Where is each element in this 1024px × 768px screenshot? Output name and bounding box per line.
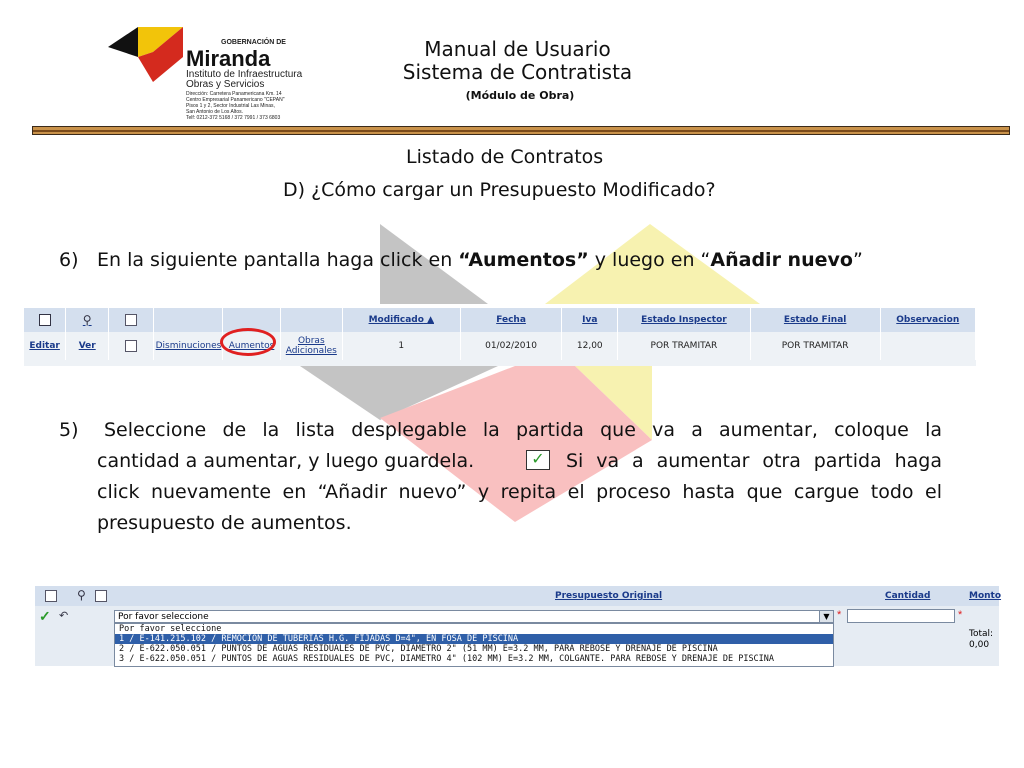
save-check-icon[interactable]: ✓ (39, 608, 51, 624)
step6-text-c: ” (852, 249, 863, 271)
budget-header-row (35, 586, 1002, 606)
sort-up-icon: ▲ (427, 315, 434, 325)
column-cantidad[interactable]: Cantidad (885, 591, 931, 601)
step5-line2b: Si va a aumentar otra partida haga (566, 450, 942, 472)
presupuesto-dropdown[interactable] (114, 623, 834, 667)
contracts-header-row (24, 308, 976, 332)
cell-estado-final: POR TRAMITAR (750, 332, 880, 360)
section-title: Listado de Contratos (406, 146, 604, 168)
cell-estado-inspector: POR TRAMITAR (618, 332, 751, 360)
chevron-down-icon[interactable]: ▼ (819, 611, 833, 622)
obras-adicionales-link[interactable]: Obras Adicionales (280, 332, 342, 360)
contracts-table (24, 308, 976, 360)
aumentos-cell (223, 332, 280, 360)
required-mark-presupuesto: * (837, 609, 842, 621)
doc-module: (Módulo de Obra) (465, 89, 575, 102)
cell-observacion (880, 332, 975, 360)
search-icon: ⚲ (77, 588, 86, 602)
section-question: D) ¿Cómo cargar un Presupuesto Modificado? (283, 179, 716, 201)
empty-header (154, 308, 223, 332)
contracts-grid (24, 308, 976, 366)
empty-header (280, 308, 342, 332)
column-monto[interactable]: Monto (969, 591, 1002, 601)
dropdown-option-selected[interactable]: 1 / E-141.215.102 / REMOCION DE TUBERIAS H.G. FIJADAS D=4", EN FOSA DE PISCINA (115, 634, 833, 644)
step6-bold-b: Añadir nuevo (710, 249, 853, 271)
undo-icon[interactable]: ↶ (59, 610, 69, 622)
step6-text-a: En la siguiente pantalla haga click en (97, 249, 459, 271)
ver-link[interactable]: Ver (66, 332, 109, 360)
quantity-field[interactable] (847, 609, 955, 623)
column-estado-final[interactable]: Estado Final (750, 308, 880, 332)
save-check-icon: ✓ (526, 450, 550, 470)
total-label: Total: (969, 629, 994, 639)
cell-modificado: 1 (342, 332, 460, 360)
cell-fecha: 01/02/2010 (460, 332, 562, 360)
logo-address-4: Telf: 0212-372 5168 / 372 7991 / 373 6803 (186, 115, 281, 121)
cell-iva: 12,00 (562, 332, 618, 360)
aumentos-highlight-circle (220, 328, 276, 356)
doc-title: Manual de Usuario (424, 37, 611, 61)
logo-line2: Miranda (186, 46, 271, 71)
step5-line2a: cantidad a aumentar, y luego guardela. (97, 450, 475, 472)
checkbox-icon[interactable] (95, 590, 107, 602)
step6-text (97, 249, 863, 271)
logo-address-3: San Antonio de Los Altos. (186, 109, 243, 115)
dropdown-option[interactable]: Por favor seleccione (119, 624, 222, 634)
view-column-icon (66, 308, 109, 332)
column-presupuesto-original[interactable]: Presupuesto Original (555, 591, 663, 601)
logo-line3: Instituto de Infraestructura (186, 69, 303, 80)
step6-bold-a: “Aumentos” (458, 249, 589, 271)
select-value: Por favor seleccione (118, 612, 209, 622)
step6-text-b: y luego en “ (588, 249, 711, 271)
search-icon: ⚲ (82, 313, 92, 327)
disminuciones-link[interactable]: Disminuciones (154, 332, 223, 360)
column-observacion[interactable]: Observacion (880, 308, 975, 332)
edit-column-icon (24, 308, 66, 332)
column-fecha[interactable]: Fecha (460, 308, 562, 332)
step5-number: 5) (59, 419, 79, 441)
step5-line4: presupuesto de aumentos. (97, 512, 352, 534)
step5-line1: Seleccione de la lista desplegable la partida que va a aumentar, coloque la (104, 419, 942, 441)
logo-address-1: Centro Empresarial Panamericano "CEPAN" (186, 97, 285, 103)
presupuesto-select[interactable] (114, 610, 834, 623)
edit-icon (39, 314, 51, 326)
checkbox-icon[interactable] (125, 314, 137, 326)
logo-line1: GOBERNACIÓN DE (221, 39, 286, 46)
doc-subtitle: Sistema de Contratista (402, 60, 633, 84)
column-estado-inspector[interactable]: Estado Inspector (618, 308, 751, 332)
logo-line4: Obras y Servicios (186, 79, 265, 90)
dropdown-option[interactable]: 3 / E-622.050.051 / PUNTOS DE AGUAS RESIDUALES DE PVC, DIAMETRO 4" (102 MM) E=3.2 MM, COLGANTE. PARA REBOSE Y DRENAJE DE PISCINA (119, 654, 775, 664)
step5-line3: click nuevamente en “Añadir nuevo” y repita el proceso hasta que cargue todo el (97, 481, 942, 503)
total-value: 0,00 (969, 640, 990, 650)
aumentos-link[interactable]: Aumentos (228, 341, 275, 351)
dropdown-option[interactable]: 2 / E-622.050.051 / PUNTOS DE AGUAS RESIDUALES DE PVC, DIAMETRO 2" (51 MM) E=3.2 MM, PARA REBOSE Y DRENAJE DE PISCINA (119, 644, 718, 654)
column-iva[interactable]: Iva (562, 308, 618, 332)
required-mark-cantidad: * (958, 609, 963, 621)
select-column-icon (109, 308, 154, 332)
column-modificado[interactable]: Modificado ▲ (342, 308, 460, 332)
table-row (24, 332, 976, 360)
editar-link[interactable]: Editar (24, 332, 66, 360)
logo-address-2: Pisos 1 y 2, Sector Industrial Las Minas, (186, 103, 275, 109)
row-checkbox[interactable] (125, 340, 137, 352)
logo-address-0: Dirección: Carretera Panamericana Km. 14 (186, 91, 282, 97)
step6-number: 6) (59, 249, 79, 271)
edit-icon (45, 590, 57, 602)
row-checkbox-cell (109, 332, 154, 360)
